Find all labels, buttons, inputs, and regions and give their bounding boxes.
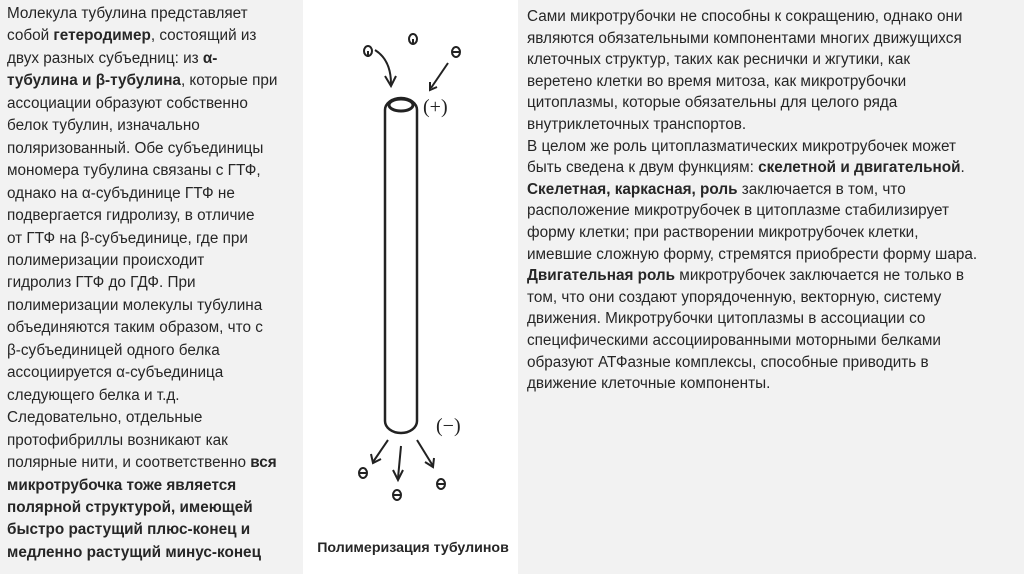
paragraph-microtubules-role: Сами микротрубочки не способны к сокращению, однако они являются обязательными компонентами многих движущихся клеточных структур, таких как реснички и жгутики, как веретено клетки во время митоза, как микротрубочки цитоплазмы, которые обязательны для целого ряда внутриклеточных транспортов. xyxy=(527,8,963,133)
arrow-icon xyxy=(431,63,448,88)
arrow-icon xyxy=(375,50,391,84)
text-part: В целом же роль цитоплазматических микротрубочек может быть сведена к двум функциям: xyxy=(527,137,956,177)
term-alpha-beta-tubulin: α- тубулина и β-тубулина xyxy=(7,49,218,90)
text-part: микротрубочек заключается не только в том, что они создают упорядоченную, векторную, систему движения. Микротрубочки цитоплазмы в ассоциации со специфическими ассоциированными моторными белками образуют АТФазные комплексы, способные приводить в движение клеточные компоненты. xyxy=(527,267,965,393)
text-part: заключается в том, что расположение микротрубочек в цитоплазме стабилизирует форму клетки; при растворении микротрубочек клетки, имевшие сложную форму, стремятся приобрести форму шара. xyxy=(527,180,978,263)
right-text-block xyxy=(527,6,1022,395)
term-skeletal-motor: скелетной и двигательной xyxy=(758,159,961,177)
microtubule-icon xyxy=(385,98,417,433)
text-part: . xyxy=(960,159,965,177)
minus-end-label: (−) xyxy=(436,415,461,437)
microtubule-polymerization-figure xyxy=(303,0,518,540)
left-text-block xyxy=(7,3,305,564)
polar-structure-conclusion: вся микротрубочка тоже является полярной структурой, имеющей быстро растущий плюс-конец и медленно растущий минус-конец xyxy=(7,454,277,561)
term-motor-role: Двигательная роль xyxy=(527,267,676,285)
left-text-part: , которые при ассоциации образуют собственно белок тубулин, изначально поляризованный. Обе субъединицы мономера тубулина связаны с ГТФ, однако на α-субъдинице ГТФ не подвергается гидролизу, в отличие от ГТФ на β-субъединице, где при полимеризации происходит гидролиз ГТФ до ГДФ. При полимеризации молекулы тубулина объединяются таким образом, что с β-субъединицей одного белка ассоциируется α-субъединица следующего белка и т.д. Следовательно, отдельные протофибриллы возникают как полярные нити, и соответственно xyxy=(7,72,278,472)
figure-caption: Полимеризация тубулинов xyxy=(317,540,509,556)
plus-end-label: (+) xyxy=(423,96,448,118)
microtubule-lumen-icon xyxy=(389,99,413,111)
left-text-part: Молекула тубулина представляет собой xyxy=(7,5,248,45)
paragraph-motor-role xyxy=(527,265,1022,395)
paragraph-two-functions xyxy=(527,136,1022,179)
paragraph-skeletal-role xyxy=(527,179,1022,265)
left-text-part: , состоящий из двух разных субъедниц: из xyxy=(7,27,257,67)
term-skeletal-role: Скелетная, каркасная, роль xyxy=(527,180,738,198)
term-heterodimer: гетеродимер xyxy=(53,27,151,45)
